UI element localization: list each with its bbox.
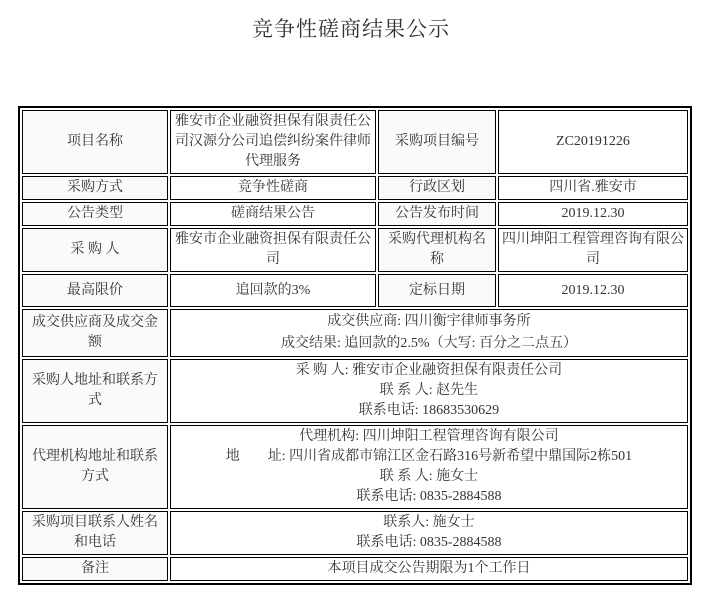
field-value-award-date: 2019.12.30: [498, 274, 688, 307]
field-value-admin-region: 四川省.雅安市: [498, 176, 688, 200]
detail-line: 联系人: 施女士: [383, 515, 475, 530]
field-value-agency-contact: [170, 425, 688, 509]
field-value-purchaser: 雅安市企业融资担保有限责任公司: [170, 228, 376, 272]
field-value-agency-name: 四川坤阳工程管理咨询有限公司: [498, 228, 688, 272]
table-row: [22, 176, 688, 200]
detail-line: 成交结果: 追回款的2.5%（大写: 百分之二点五）: [281, 336, 577, 351]
field-value-remarks: [170, 557, 688, 581]
field-label-project-contact: 采购项目联系人姓名和电话: [22, 511, 168, 555]
field-label-agency-contact: 代理机构地址和联系方式: [22, 425, 168, 509]
page-title: 竞争性磋商结果公示: [252, 17, 450, 41]
field-value-project-name: 雅安市企业融资担保有限责任公司汉源分公司追偿纠纷案件律师代理服务: [170, 110, 376, 174]
field-value-project-number: ZC20191226: [498, 110, 688, 174]
table-row: [22, 511, 688, 555]
table-row: [22, 557, 688, 581]
detail-line: 成交供应商: 四川衡宇律师事务所: [327, 314, 531, 329]
field-value-purchaser-contact: [170, 359, 688, 423]
field-label-project-number: 采购项目编号: [378, 110, 496, 174]
field-label-admin-region: 行政区划: [378, 176, 496, 200]
table-row: [22, 274, 688, 307]
detail-line: 联 系 人: 赵先生: [379, 383, 479, 398]
field-label-remarks: 备注: [22, 557, 168, 581]
table-row: [22, 359, 688, 423]
detail-line: 联系电话: 0835-2884588: [356, 489, 502, 504]
field-value-publish-time: 2019.12.30: [498, 202, 688, 226]
detail-line: 联 系 人: 施女士: [379, 469, 479, 484]
table-row: [22, 425, 688, 509]
field-value-project-contact: [170, 511, 688, 555]
field-value-max-price: 追回款的3%: [170, 274, 376, 307]
field-value-procurement-method: 竞争性磋商: [170, 176, 376, 200]
field-value-announcement-type: 磋商结果公告: [170, 202, 376, 226]
field-label-procurement-method: 采购方式: [22, 176, 168, 200]
table-row: [22, 110, 688, 174]
field-label-purchaser-contact: 采购人地址和联系方式: [22, 359, 168, 423]
detail-line: 地 址: 四川省成都市锦江区金石路316号新希望中鼎国际2栋501: [225, 449, 633, 464]
field-label-agency-name: 采购代理机构名称: [378, 228, 496, 272]
detail-line: 联系电话: 0835-2884588: [356, 535, 502, 550]
detail-line: 联系电话: 18683530629: [358, 403, 500, 418]
table-row: [22, 309, 688, 357]
detail-line: 代理机构: 四川坤阳工程管理咨询有限公司: [299, 429, 559, 444]
table-row: [22, 202, 688, 226]
field-label-announcement-type: 公告类型: [22, 202, 168, 226]
announcement-table: [18, 106, 692, 585]
field-value-winning-supplier: [170, 309, 688, 357]
detail-line: 采 购 人: 雅安市企业融资担保有限责任公司: [295, 363, 563, 378]
field-label-purchaser: 采 购 人: [22, 228, 168, 272]
field-label-winning-supplier: 成交供应商及成交金额: [22, 309, 168, 357]
field-label-project-name: 项目名称: [22, 110, 168, 174]
detail-line: 本项目成交公告期限为1个工作日: [327, 561, 531, 576]
table-row: [22, 228, 688, 272]
field-label-max-price: 最高限价: [22, 274, 168, 307]
field-label-award-date: 定标日期: [378, 274, 496, 307]
field-label-publish-time: 公告发布时间: [378, 202, 496, 226]
